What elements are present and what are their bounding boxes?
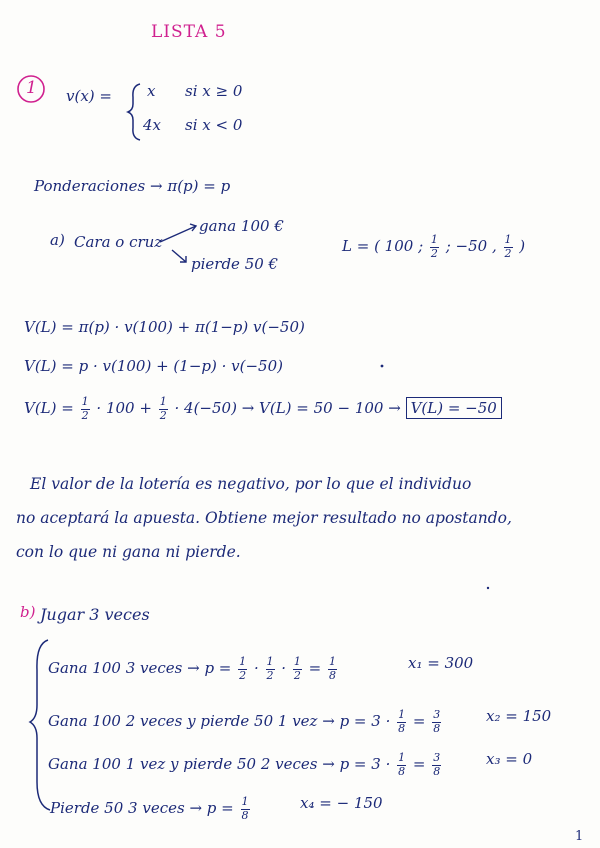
utility-case1-expr: x — [147, 82, 156, 100]
conclusion-line-1: El valor de la lotería es negativo, por lo que el individuo — [30, 475, 472, 493]
result-box: V(L) = −50 — [406, 397, 502, 419]
fraction-half: $\frac{1}{2}$ — [430, 233, 438, 260]
case-3: Gana 100 1 vez y pierde 50 2 veces → p = 3 · $\frac{1}{8}$ = $\frac{3}{8}$ — [48, 751, 441, 778]
conclusion-line-2: no aceptará la apuesta. Obtiene mejor resultado no apostando, — [16, 509, 512, 527]
utility-case1-cond: si x ≥ 0 — [185, 82, 243, 100]
utility-case2-expr: 4x — [143, 116, 162, 134]
page-title: LISTA 5 — [151, 22, 227, 42]
equation-1: V(L) = π(p) · v(100) + π(1−p) v(−50) — [24, 318, 305, 336]
utility-case2-cond: si x < 0 — [185, 116, 243, 134]
part-b-brace — [30, 640, 50, 810]
branch-lose: pierde 50 € — [191, 255, 279, 273]
case-1: Gana 100 3 veces → p = $\frac{1}{2}$ · $\frac{1}{2}$ · $\frac{1}{2}$ = $\frac{1}{8}$ — [48, 655, 336, 682]
page-number: 1 — [575, 829, 584, 844]
part-a-text: Cara o cruz — [74, 233, 163, 251]
utility-lhs: v(x) = — [66, 87, 112, 105]
case-1-outcome: x₁ = 300 — [408, 654, 474, 672]
utility-brace — [128, 84, 140, 140]
case-2-outcome: x₂ = 150 — [486, 707, 552, 725]
conclusion-line-3: con lo que ni gana ni pierde. — [16, 543, 241, 561]
fraction-half: $\frac{1}{2}$ — [504, 233, 512, 260]
case-2: Gana 100 2 veces y pierde 50 1 vez → p = 3 · $\frac{1}{8}$ = $\frac{3}{8}$ — [48, 708, 441, 735]
lottery: L = ( 100 ; $\frac{1}{2}$ ; −50 , $\frac{1}{2}$ ) — [342, 233, 526, 260]
branch-arrow-win — [160, 226, 196, 242]
weights-line: Ponderaciones → π(p) = p — [34, 177, 231, 195]
branch-arrow-lose — [172, 250, 186, 262]
case-4-outcome: x₄ = − 150 — [300, 794, 383, 812]
part-a-label: a) — [50, 231, 65, 249]
equation-3: V(L) = $\frac{1}{2}$ · 100 + $\frac{1}{2}$ · 4(−50) → V(L) = 50 − 100 → V(L) = −50 — [24, 396, 502, 422]
case-3-outcome: x₃ = 0 — [486, 750, 533, 768]
branch-win: gana 100 € — [199, 217, 284, 235]
part-b-title: Jugar 3 veces — [40, 605, 150, 624]
part-b-label: b) — [20, 603, 36, 621]
case-4: Pierde 50 3 veces → p = $\frac{1}{8}$ — [50, 795, 249, 822]
exercise-number: 1 — [26, 78, 37, 98]
equation-2: V(L) = p · v(100) + (1−p) · v(−50) — [24, 357, 283, 375]
